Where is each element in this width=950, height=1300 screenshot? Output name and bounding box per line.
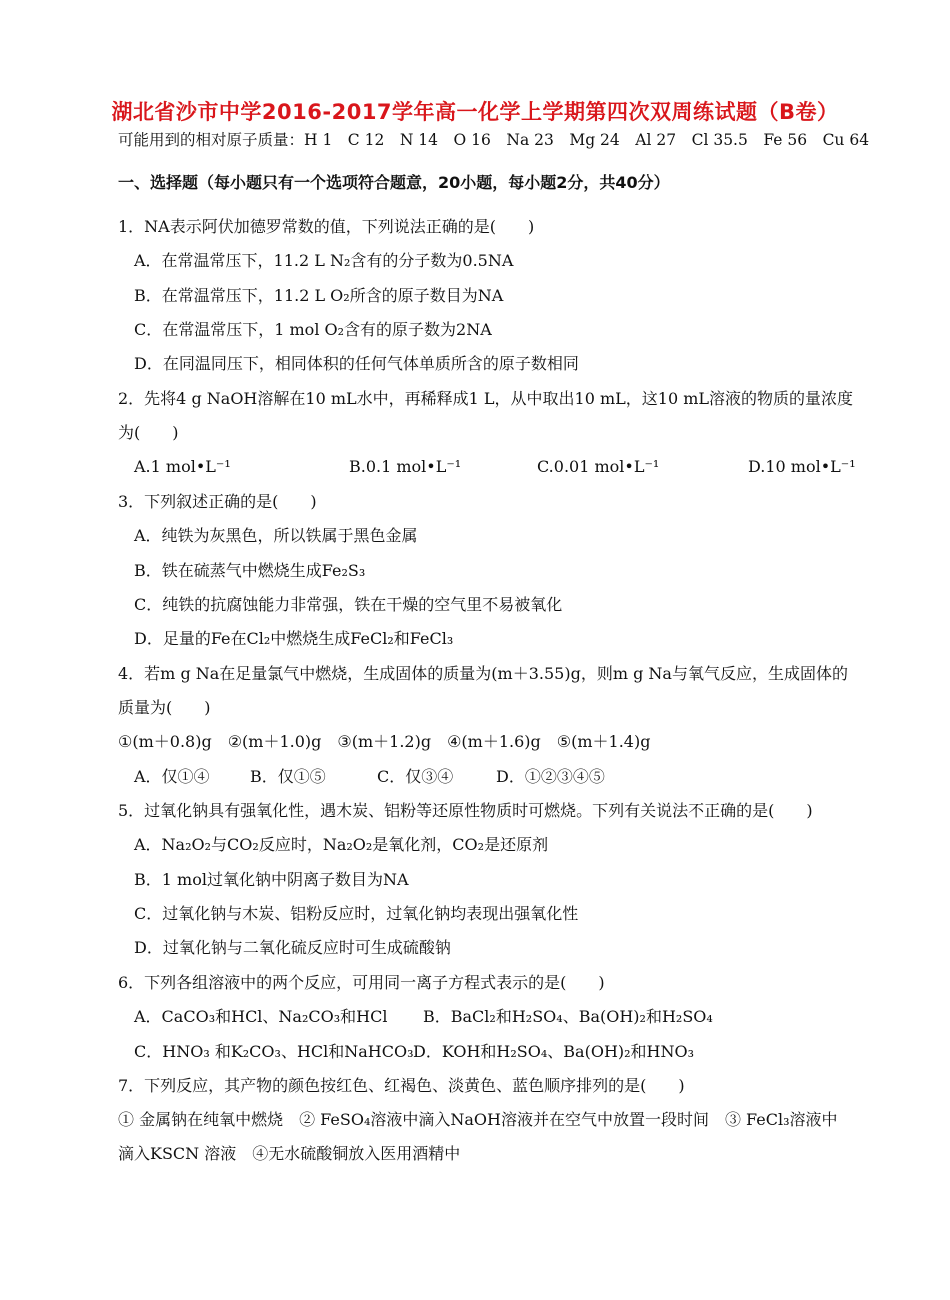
- q1-option-a: A．在常温常压下，11.2 L N₂含有的分子数为0.5NA: [134, 251, 514, 270]
- q4-option-a: A．仅①④: [134, 767, 210, 786]
- q6-option-d: D．KOH和H₂SO₄、Ba(OH)₂和HNO₃: [413, 1042, 695, 1061]
- question-4-stem-cont: 质量为( ): [118, 698, 211, 717]
- q2-option-b: B.0.1 mol•L⁻¹: [349, 457, 462, 476]
- q5-option-c: C．过氧化钠与木炭、铝粉反应时，过氧化钠均表现出强氧化性: [134, 904, 579, 923]
- q3-option-c: C．纯铁的抗腐蚀能力非常强，铁在干燥的空气里不易被氧化: [134, 595, 563, 614]
- q6-option-c: C．HNO₃ 和K₂CO₃、HCl和NaHCO₃: [134, 1042, 414, 1061]
- q1-option-d: D．在同温同压下，相同体积的任何气体单质所含的原子数相同: [134, 354, 579, 373]
- question-7-line-2: ① 金属钠在纯氧中燃烧 ② FeSO₄溶液中滴入NaOH溶液并在空气中放置一段时间 ③ FeCl₃溶液中: [118, 1110, 838, 1129]
- q3-option-d: D．足量的Fe在Cl₂中燃烧生成FeCl₂和FeCl₃: [134, 629, 454, 648]
- q1-option-c: C．在常温常压下，1 mol O₂含有的原子数为2NA: [134, 320, 492, 339]
- atomic-masses-line: 可能用到的相对原子质量：H 1 C 12 N 14 O 16 Na 23 Mg 24 Al 27 Cl 35.5 Fe 56 Cu 64: [118, 131, 870, 149]
- q6-option-a: A．CaCO₃和HCl、Na₂CO₃和HCl: [134, 1007, 388, 1026]
- q4-option-c: C．仅③④: [377, 767, 454, 786]
- q6-option-b: B．BaCl₂和H₂SO₄、Ba(OH)₂和H₂SO₄: [423, 1007, 713, 1026]
- section-heading: 一、选择题（每小题只有一个选项符合题意，20小题，每小题2分，共40分）: [118, 173, 670, 192]
- question-7-stem: 7．下列反应，其产物的颜色按红色、红褐色、淡黄色、蓝色顺序排列的是( ): [118, 1076, 685, 1095]
- q5-option-a: A．Na₂O₂与CO₂反应时，Na₂O₂是氧化剂，CO₂是还原剂: [134, 835, 549, 854]
- q2-option-a: A.1 mol•L⁻¹: [134, 457, 231, 476]
- q2-option-c: C.0.01 mol•L⁻¹: [537, 457, 660, 476]
- q5-option-d: D．过氧化钠与二氧化硫反应时可生成硫酸钠: [134, 938, 451, 957]
- q3-option-b: B．铁在硫蒸气中燃烧生成Fe₂S₃: [134, 561, 366, 580]
- question-7-line-3: 滴入KSCN 溶液 ④无水硫酸铜放入医用酒精中: [118, 1144, 461, 1163]
- q2-option-d: D.10 mol•L⁻¹: [748, 457, 856, 476]
- question-2-stem-cont: 为( ): [118, 423, 179, 442]
- page-title: 湖北省沙市中学2016-2017学年高一化学上学期第四次双周练试题（B卷）: [111, 100, 839, 124]
- q5-option-b: B．1 mol过氧化钠中阴离子数目为NA: [134, 870, 409, 889]
- question-1-stem: 1．NA表示阿伏加德罗常数的值，下列说法正确的是( ): [118, 217, 535, 236]
- question-4-stem: 4．若m g Na在足量氯气中燃烧，生成固体的质量为(m＋3.55)g，则m g Na与氧气反应，生成固体的: [118, 664, 848, 683]
- q4-option-b: B．仅①⑤: [250, 767, 326, 786]
- q3-option-a: A．纯铁为灰黑色，所以铁属于黑色金属: [134, 526, 418, 545]
- q1-option-b: B．在常温常压下，11.2 L O₂所含的原子数目为NA: [134, 286, 504, 305]
- question-4-choices: ①(m＋0.8)g ②(m＋1.0)g ③(m＋1.2)g ④(m＋1.6)g ⑤(m＋1.4)g: [118, 732, 651, 751]
- question-6-stem: 6．下列各组溶液中的两个反应，可用同一离子方程式表示的是( ): [118, 973, 605, 992]
- q4-option-d: D．①②③④⑤: [496, 767, 605, 786]
- question-3-stem: 3．下列叙述正确的是( ): [118, 492, 317, 511]
- question-5-stem: 5．过氧化钠具有强氧化性，遇木炭、铝粉等还原性物质时可燃烧。下列有关说法不正确的是( ): [118, 801, 813, 820]
- question-2-stem: 2．先将4 g NaOH溶解在10 mL水中，再稀释成1 L，从中取出10 mL，这10 mL溶液的物质的量浓度: [118, 389, 854, 408]
